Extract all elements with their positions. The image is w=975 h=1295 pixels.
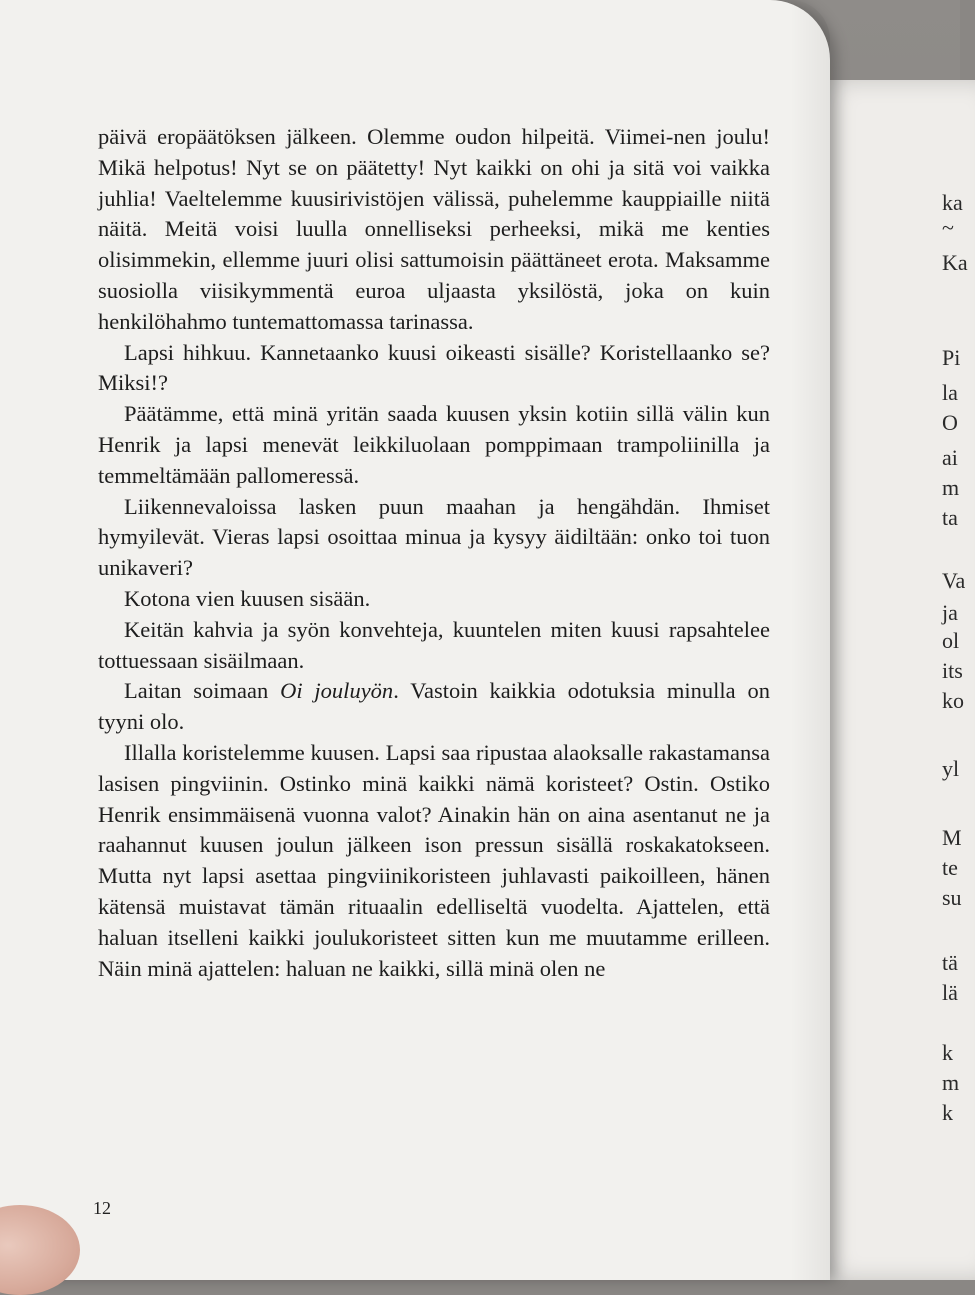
paragraph: Kotona vien kuusen sisään.: [124, 585, 371, 611]
paragraph: Keitän kahvia ja syön konvehteja, kuuntelen miten kuusi rapsahtelee tottuessaan sisäilmaan.: [98, 616, 770, 673]
next-page-fragment: te: [942, 855, 958, 880]
next-page-fragment: su: [942, 885, 962, 910]
next-page: [815, 80, 975, 1280]
paragraph: päivä eropäätöksen jälkeen. Olemme oudon hilpeitä. Viimei-nen joulu! Mikä helpotus! Nyt se on päätetty! Nyt kaikki on ohi ja sitä voi vaikka juhlia! Vaeltelemme kuusirivistöjen välissä, puhelemme kauppiaille niitä näitä. Meitä voisi luulla onnelliseksi perheeksi, mikä me kenties olisimmekin, ellemme juuri olisi sattumoisin päättäneet erota. Maksamme suosiolla viisikymmentä euroa uljaasta yksilöstä, joka on kuin henkilöhahmo tuntemattomassa tarinassa.: [98, 124, 770, 334]
next-page-fragment: ol: [942, 628, 960, 653]
paragraph: Laitan soimaan Oi jouluyön. Vastoin kaikkia odotuksia minulla on tyyni olo.: [98, 678, 770, 735]
next-page-fragment: M: [942, 825, 962, 850]
next-page-fragment: ja: [942, 600, 958, 625]
next-page-fragment: ta: [942, 505, 958, 530]
next-page-fragment: Va: [942, 568, 966, 593]
next-page-fragment: m: [942, 475, 960, 500]
next-page-fragment: yl: [942, 756, 960, 781]
next-page-fragment: ~: [942, 215, 954, 240]
next-page-fragment: Pi: [942, 345, 961, 370]
next-page-fragment: ka: [942, 190, 963, 215]
paragraph: Illalla koristelemme kuusen. Lapsi saa ripustaa alaoksalle rakastamansa lasisen pingviinin. Ostinko minä kaikki nämä koristeet? Ostin. Ostiko Henrik ensimmäisenä vuonna valot? Ainakin hän on aina asentanut ne ja raahannut kuusen joulun jälkeen ison pressun sisällä roskakatokseen. Mutta nyt lapsi asettaa pingviinikoristeen juhlavasti paikoilleen, hänen kätensä muistavat tämän rituaalin edelliseltä vuodelta. Ajattelen, että haluan itselleni kaikki joulukoristeet sitten kun me muutamme erilleen. Näin minä ajattelen: haluan ne kaikki, sillä minä olen ne: [98, 739, 770, 981]
song-title: Oi jouluyön: [280, 678, 394, 704]
next-page-fragment: k: [942, 1040, 953, 1065]
next-page-fragment: tä: [942, 950, 958, 975]
next-page-fragment: k: [942, 1100, 953, 1125]
page-number: 12: [93, 1198, 111, 1218]
paragraph: Päätämme, että minä yritän saada kuusen yksin kotiin sillä välin kun Henrik ja lapsi menevät leikkiluolaan pomppimaan trampoliinilla ja temmeltämään pallomeressä.: [98, 401, 770, 488]
next-page-fragment: ko: [942, 688, 964, 713]
page-text: [98, 122, 770, 984]
next-page-fragment: lä: [942, 980, 958, 1005]
next-page-fragment: la: [942, 380, 958, 405]
paragraph: Lapsi hihkuu. Kannetaanko kuusi oikeasti sisälle? Koristellaanko se? Miksi!?: [98, 339, 770, 396]
next-page-fragment: Ka: [942, 250, 968, 275]
next-page-fragment: ai: [942, 445, 958, 470]
next-page-fragment: its: [942, 658, 963, 683]
next-page-fragment: m: [942, 1070, 960, 1095]
next-page-fragment: O: [942, 410, 958, 435]
paragraph: Liikennevaloissa lasken puun maahan ja hengähdän. Ihmiset hymyilevät. Vieras lapsi osoittaa minua ja kysyy äidiltään: onko toi tuon unikaveri?: [98, 493, 770, 581]
